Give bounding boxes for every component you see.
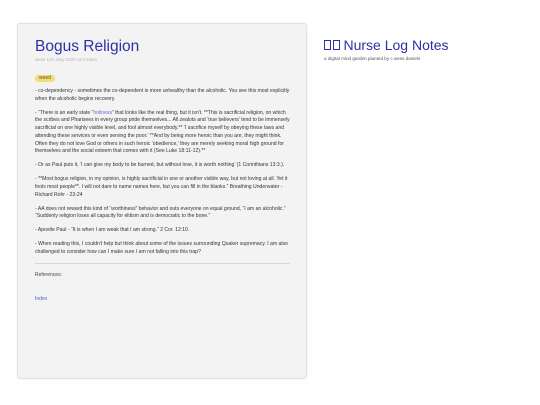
paragraph [35, 206, 290, 221]
paragraph-text: - **Most bogus religion, in my opinion, is highly sacrificial in one or another visible way, but not loving at all. Yet it fools most people**. I will not dare to name names here, but you can fill in the blanks.” Breathing Underwater - Richard Rohr - 23-24 [35, 176, 288, 198]
paragraph-text: - co-dependency - sometimes the co-dependent is more unhealthy than the alcoholic. You see this most explicitly when the alcoholic begins recovery. [35, 88, 290, 102]
note-title[interactable]: Bogus Religion [35, 38, 140, 55]
divider [35, 263, 290, 264]
paragraph-text: ” that looks like the real thing, but it isn't. **This is sacrificial religion, on which the scribes and Pharisees in every group pride themselves... All zealots and ‘true believers’ tend to be immensely sacrificial on one highly visible level, and fool almost everybody.** ‘I sacrifice myself by obeying these laws and attending these services or even serving the poor.’ **And by being more heroic than you are, they might think. Often they do not love God or others in such heroic ‘obedience,’ they are merely seeking moral high ground for themselves and the social esteem that comes with it (See Luke 18:11-12).** [35, 109, 290, 155]
holiness-link[interactable]: holiness [93, 109, 113, 116]
missing-glyph-icon [333, 40, 340, 50]
paragraph [35, 176, 290, 199]
paragraph-text: - When reading this, I couldn't help but think about some of the issues surrounding Quaker supremacy. I am also challenged to consider how can I make sure I am not falling into this trap? [35, 241, 288, 256]
site-header [324, 37, 524, 62]
paragraph [35, 227, 290, 235]
site-subtitle: a digital mind garden planted by c wess daniels [324, 56, 421, 61]
tag-badge[interactable]: weed [35, 75, 55, 82]
note-card [17, 23, 307, 379]
paragraph-text: - Or as Paul puts it, ‘I can give my body to be burned, but without love, it is worth nothing’ (1 Corinthians 13:3.). [35, 162, 285, 169]
paragraph [35, 88, 290, 103]
paragraph-text: - Apostle Paul - “It is when I am weak that I am strong.” 2 Cor. 12:10. [35, 227, 190, 234]
site-title-text: Nurse Log Notes [343, 37, 449, 53]
index-link[interactable]: Index [35, 296, 48, 303]
paragraph-text: - AA does not reward this kind of “worthiness” behavior and outs everyone on equal ground, “I am an alcoholic.” “Suddenly religion loses all capacity for elitism and is democratic to the bone.” [35, 205, 286, 220]
note-meta: wess 11th May 2020 at 8:48am [35, 57, 98, 62]
missing-glyph-icon [324, 40, 331, 50]
paragraph [35, 110, 290, 156]
paragraph [35, 241, 290, 256]
references-label: References: [35, 272, 62, 279]
site-title[interactable] [324, 37, 524, 53]
paragraph [35, 162, 290, 170]
paragraph-text: - “There is an early state “ [35, 109, 94, 116]
